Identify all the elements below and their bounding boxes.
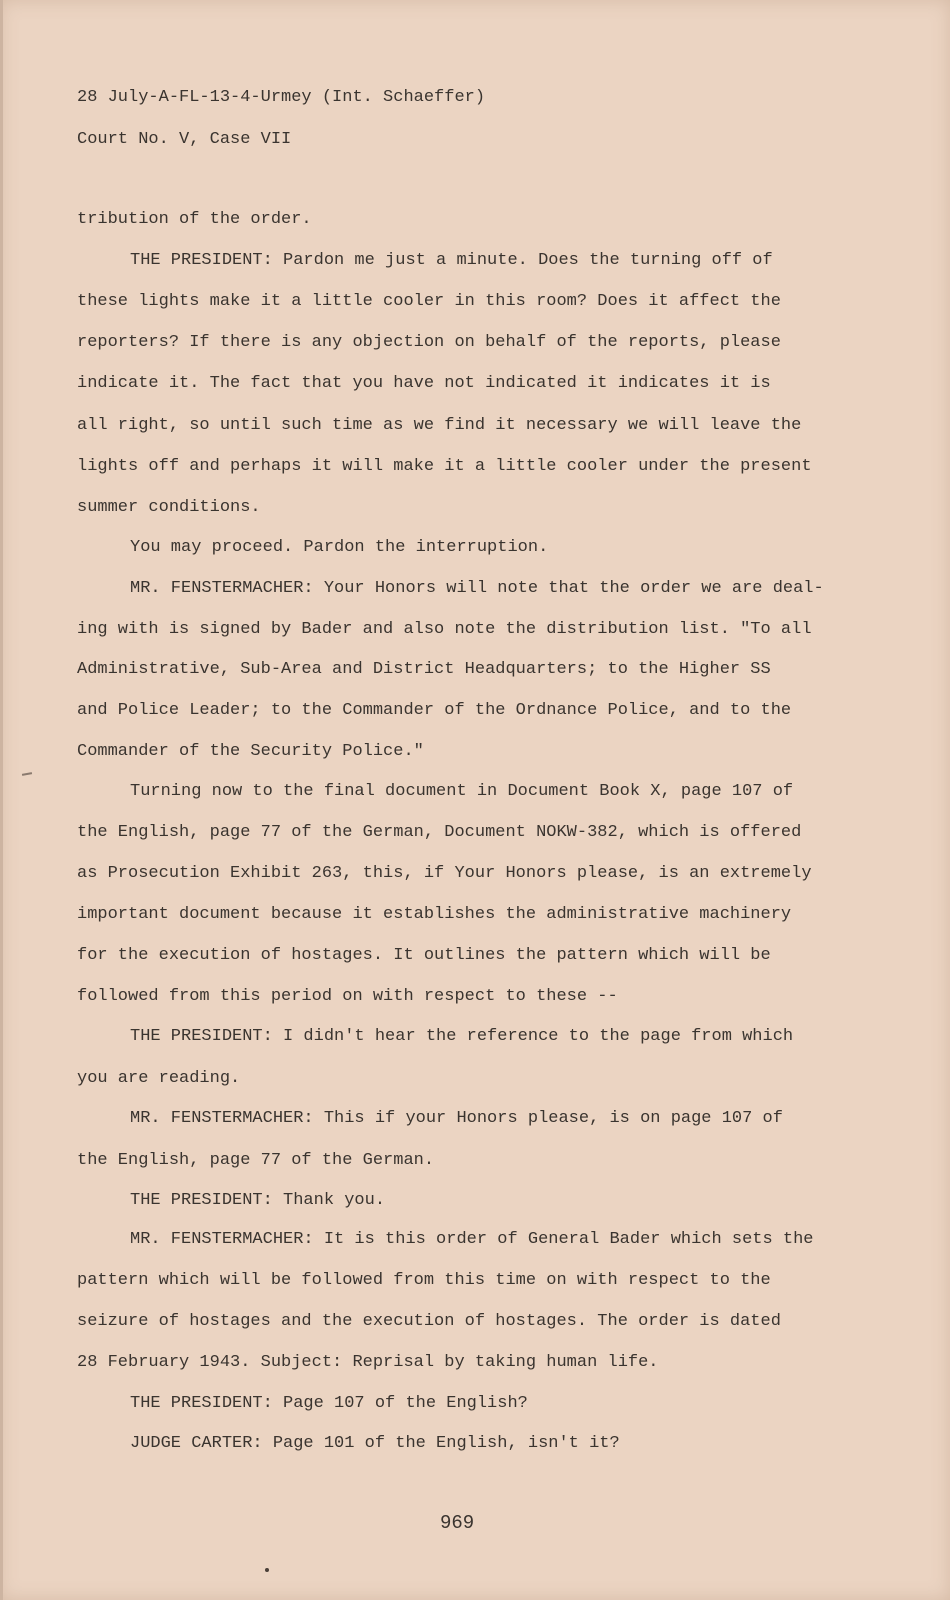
text-line: all right, so until such time as we find it necessary we will leave the — [77, 416, 802, 435]
text-line: MR. FENSTERMACHER: It is this order of General Bader which sets the — [130, 1230, 814, 1249]
text-line: MR. FENSTERMACHER: Your Honors will note that the order we are deal- — [130, 579, 824, 598]
text-line: important document because it establishes the administrative machinery — [77, 905, 792, 924]
text-line: these lights make it a little cooler in this room? Does it affect the — [77, 292, 781, 311]
text-line: Turning now to the final document in Document Book X, page 107 of — [130, 782, 794, 801]
text-line: as Prosecution Exhibit 263, this, if Your Honors please, is an extremely — [77, 864, 812, 883]
text-line: the English, page 77 of the German. — [77, 1151, 435, 1170]
text-line: and Police Leader; to the Commander of the Ordnance Police, and to the — [77, 701, 792, 720]
text-line: 28 February 1943. Subject: Reprisal by taking human life. — [77, 1353, 659, 1372]
text-line: the English, page 77 of the German, Document NOKW-382, which is offered — [77, 823, 802, 842]
text-line: THE PRESIDENT: Pardon me just a minute. Does the turning off of — [130, 251, 773, 270]
text-line: you are reading. — [77, 1069, 241, 1088]
header-court-number: Court No. V, Case VII — [77, 130, 292, 149]
text-line: pattern which will be followed from this time on with respect to the — [77, 1271, 771, 1290]
text-line: Commander of the Security Police." — [77, 742, 424, 761]
header-case-reference: 28 July-A-FL-13-4-Urmey (Int. Schaeffer) — [77, 88, 486, 107]
text-line: THE PRESIDENT: Thank you. — [130, 1191, 386, 1210]
text-line: MR. FENSTERMACHER: This if your Honors please, is on page 107 of — [130, 1109, 783, 1128]
text-line: seizure of hostages and the execution of hostages. The order is dated — [77, 1312, 781, 1331]
text-line: Administrative, Sub-Area and District Headquarters; to the Higher SS — [77, 660, 771, 679]
text-line: You may proceed. Pardon the interruption. — [130, 538, 549, 557]
text-line: ing with is signed by Bader and also note the distribution list. "To all — [77, 620, 812, 639]
text-line: summer conditions. — [77, 498, 261, 517]
text-line: indicate it. The fact that you have not indicated it indicates it is — [77, 374, 771, 393]
text-line: for the execution of hostages. It outlines the pattern which will be — [77, 946, 771, 965]
text-line: tribution of the order. — [77, 210, 312, 229]
text-line: THE PRESIDENT: Page 107 of the English? — [130, 1394, 528, 1413]
text-line: followed from this period on with respect to these -- — [77, 987, 618, 1006]
text-line: JUDGE CARTER: Page 101 of the English, isn't it? — [130, 1434, 620, 1453]
margin-mark — [22, 772, 32, 776]
text-line: lights off and perhaps it will make it a little cooler under the present — [77, 457, 812, 476]
text-line: reporters? If there is any objection on behalf of the reports, please — [77, 333, 781, 352]
ink-speck — [265, 1568, 269, 1572]
page-number: 969 — [440, 1512, 475, 1534]
page-edge — [0, 0, 3, 1600]
text-line: THE PRESIDENT: I didn't hear the reference to the page from which — [130, 1027, 794, 1046]
